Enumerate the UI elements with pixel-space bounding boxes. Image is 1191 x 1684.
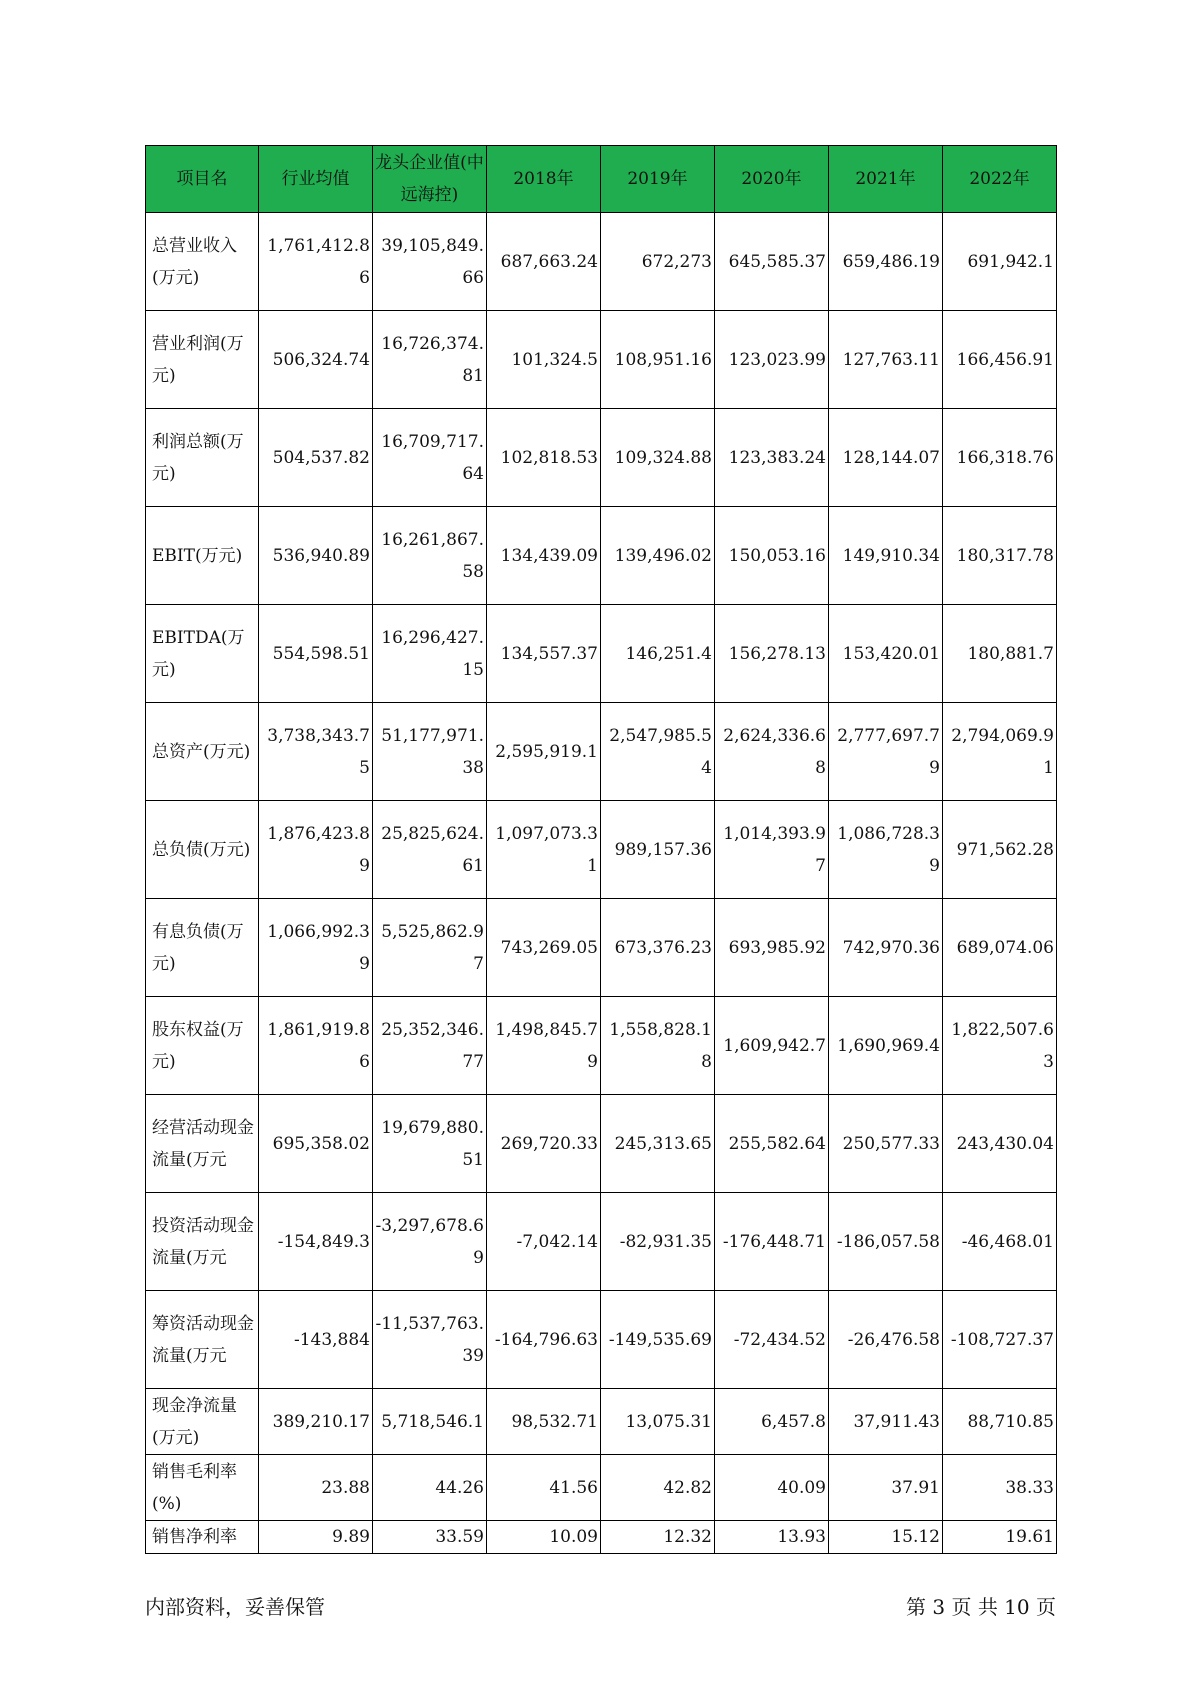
table-cell: 691,942.1 <box>943 213 1057 311</box>
header-cell: 2020年 <box>715 146 829 213</box>
table-cell: 51,177,971.38 <box>373 703 487 801</box>
header-cell: 项目名 <box>146 146 259 213</box>
table-row <box>146 997 1057 1095</box>
table-row <box>146 1291 1057 1389</box>
table-cell: 98,532.71 <box>487 1389 601 1455</box>
table-row <box>146 1521 1057 1554</box>
row-label: 营业利润(万元) <box>146 311 259 409</box>
table-cell: 123,023.99 <box>715 311 829 409</box>
table-cell: 128,144.07 <box>829 409 943 507</box>
table-cell: 13,075.31 <box>601 1389 715 1455</box>
table-cell: 15.12 <box>829 1521 943 1554</box>
row-label: EBITDA(万元) <box>146 605 259 703</box>
table-cell: 536,940.89 <box>259 507 373 605</box>
row-label: 销售净利率 <box>146 1521 259 1554</box>
table-cell: 19,679,880.51 <box>373 1095 487 1193</box>
table-cell: 101,324.5 <box>487 311 601 409</box>
table-cell: 1,761,412.86 <box>259 213 373 311</box>
row-label: 总营业收入(万元) <box>146 213 259 311</box>
header-cell: 2018年 <box>487 146 601 213</box>
table-cell: 40.09 <box>715 1455 829 1521</box>
row-label: 筹资活动现金流量(万元 <box>146 1291 259 1389</box>
header-cell: 行业均值 <box>259 146 373 213</box>
table-cell: 156,278.13 <box>715 605 829 703</box>
header-cell: 2019年 <box>601 146 715 213</box>
table-cell: 659,486.19 <box>829 213 943 311</box>
row-label: 利润总额(万元) <box>146 409 259 507</box>
table-row <box>146 605 1057 703</box>
table-cell: 16,296,427.15 <box>373 605 487 703</box>
table-cell: 742,970.36 <box>829 899 943 997</box>
table-cell: 672,273 <box>601 213 715 311</box>
table-cell: 33.59 <box>373 1521 487 1554</box>
table-cell: 88,710.85 <box>943 1389 1057 1455</box>
table-cell: 180,317.78 <box>943 507 1057 605</box>
table-cell: 989,157.36 <box>601 801 715 899</box>
table-cell: 554,598.51 <box>259 605 373 703</box>
table-cell: 1,097,073.31 <box>487 801 601 899</box>
row-label: 总资产(万元) <box>146 703 259 801</box>
row-label: 经营活动现金流量(万元 <box>146 1095 259 1193</box>
table-cell: 108,951.16 <box>601 311 715 409</box>
table-cell: 1,498,845.79 <box>487 997 601 1095</box>
table-row <box>146 1389 1057 1455</box>
table-cell: -176,448.71 <box>715 1193 829 1291</box>
table-cell: 153,420.01 <box>829 605 943 703</box>
table-cell: 269,720.33 <box>487 1095 601 1193</box>
table-cell: 44.26 <box>373 1455 487 1521</box>
table-cell: 37.91 <box>829 1455 943 1521</box>
table-cell: 2,777,697.79 <box>829 703 943 801</box>
table-row <box>146 899 1057 997</box>
table-row <box>146 213 1057 311</box>
table-cell: 123,383.24 <box>715 409 829 507</box>
header-cell: 龙头企业值(中远海控) <box>373 146 487 213</box>
table-cell: -149,535.69 <box>601 1291 715 1389</box>
table-cell: 2,547,985.54 <box>601 703 715 801</box>
table-row <box>146 311 1057 409</box>
footer-page-number: 第 3 页 共 10 页 <box>906 1595 1056 1619</box>
table-header-row <box>146 146 1057 213</box>
table-cell: 693,985.92 <box>715 899 829 997</box>
table-cell: 139,496.02 <box>601 507 715 605</box>
table-cell: 2,624,336.68 <box>715 703 829 801</box>
table-cell: -72,434.52 <box>715 1291 829 1389</box>
table-cell: -143,884 <box>259 1291 373 1389</box>
table-cell: 695,358.02 <box>259 1095 373 1193</box>
table-cell: 12.32 <box>601 1521 715 1554</box>
table-cell: 1,690,969.4 <box>829 997 943 1095</box>
table-cell: 506,324.74 <box>259 311 373 409</box>
table-cell: 38.33 <box>943 1455 1057 1521</box>
table-cell: 146,251.4 <box>601 605 715 703</box>
table-cell: 149,910.34 <box>829 507 943 605</box>
table-cell: 134,557.37 <box>487 605 601 703</box>
table-cell: 6,457.8 <box>715 1389 829 1455</box>
table-cell: 1,822,507.63 <box>943 997 1057 1095</box>
table-cell: 166,318.76 <box>943 409 1057 507</box>
table-cell: 16,261,867.58 <box>373 507 487 605</box>
row-label: 现金净流量(万元) <box>146 1389 259 1455</box>
table-cell: 673,376.23 <box>601 899 715 997</box>
table-cell: 180,881.7 <box>943 605 1057 703</box>
table-cell: 645,585.37 <box>715 213 829 311</box>
table-cell: -11,537,763.39 <box>373 1291 487 1389</box>
table-cell: 504,537.82 <box>259 409 373 507</box>
table-cell: 389,210.17 <box>259 1389 373 1455</box>
row-label: 有息负债(万元) <box>146 899 259 997</box>
table-row <box>146 409 1057 507</box>
table-cell: 23.88 <box>259 1455 373 1521</box>
table-row <box>146 507 1057 605</box>
table-cell: -82,931.35 <box>601 1193 715 1291</box>
table-cell: 16,709,717.64 <box>373 409 487 507</box>
table-cell: 250,577.33 <box>829 1095 943 1193</box>
table-cell: 19.61 <box>943 1521 1057 1554</box>
table-cell: -3,297,678.69 <box>373 1193 487 1291</box>
table-cell: 687,663.24 <box>487 213 601 311</box>
footer-confidential-note: 内部资料，妥善保管 <box>145 1595 325 1619</box>
table-cell: 1,558,828.18 <box>601 997 715 1095</box>
table-cell: 150,053.16 <box>715 507 829 605</box>
table-cell: 2,794,069.91 <box>943 703 1057 801</box>
header-cell: 2021年 <box>829 146 943 213</box>
header-cell: 2022年 <box>943 146 1057 213</box>
table-row <box>146 1095 1057 1193</box>
table-cell: 37,911.43 <box>829 1389 943 1455</box>
row-label: 投资活动现金流量(万元 <box>146 1193 259 1291</box>
table-cell: 41.56 <box>487 1455 601 1521</box>
table-cell: 5,525,862.97 <box>373 899 487 997</box>
row-label: EBIT(万元) <box>146 507 259 605</box>
table-cell: 1,876,423.89 <box>259 801 373 899</box>
table-cell: 971,562.28 <box>943 801 1057 899</box>
table-cell: 10.09 <box>487 1521 601 1554</box>
table-cell: -108,727.37 <box>943 1291 1057 1389</box>
table-row <box>146 703 1057 801</box>
table-cell: 1,609,942.7 <box>715 997 829 1095</box>
table-cell: 1,014,393.97 <box>715 801 829 899</box>
table-cell: 16,726,374.81 <box>373 311 487 409</box>
table-cell: -154,849.3 <box>259 1193 373 1291</box>
table-cell: 102,818.53 <box>487 409 601 507</box>
table-cell: 9.89 <box>259 1521 373 1554</box>
table-cell: 743,269.05 <box>487 899 601 997</box>
table-cell: 243,430.04 <box>943 1095 1057 1193</box>
table-row <box>146 1455 1057 1521</box>
table-cell: 1,066,992.39 <box>259 899 373 997</box>
table-cell: 5,718,546.1 <box>373 1389 487 1455</box>
table-cell: 42.82 <box>601 1455 715 1521</box>
table-cell: 255,582.64 <box>715 1095 829 1193</box>
table-cell: -186,057.58 <box>829 1193 943 1291</box>
table-row <box>146 1193 1057 1291</box>
table-cell: 127,763.11 <box>829 311 943 409</box>
row-label: 销售毛利率(%) <box>146 1455 259 1521</box>
table-cell: 2,595,919.1 <box>487 703 601 801</box>
table-cell: 109,324.88 <box>601 409 715 507</box>
table-cell: 13.93 <box>715 1521 829 1554</box>
table-cell: -26,476.58 <box>829 1291 943 1389</box>
table-cell: 3,738,343.75 <box>259 703 373 801</box>
row-label: 股东权益(万元) <box>146 997 259 1095</box>
table-row <box>146 801 1057 899</box>
table-cell: 166,456.91 <box>943 311 1057 409</box>
row-label: 总负债(万元) <box>146 801 259 899</box>
table-cell: 245,313.65 <box>601 1095 715 1193</box>
table-cell: -46,468.01 <box>943 1193 1057 1291</box>
table-cell: 134,439.09 <box>487 507 601 605</box>
table-cell: 25,825,624.61 <box>373 801 487 899</box>
table-cell: 39,105,849.66 <box>373 213 487 311</box>
table-cell: -7,042.14 <box>487 1193 601 1291</box>
table-cell: 25,352,346.77 <box>373 997 487 1095</box>
table-cell: 1,861,919.86 <box>259 997 373 1095</box>
financial-table <box>145 145 1057 1554</box>
table-cell: 689,074.06 <box>943 899 1057 997</box>
table-cell: -164,796.63 <box>487 1291 601 1389</box>
table-cell: 1,086,728.39 <box>829 801 943 899</box>
